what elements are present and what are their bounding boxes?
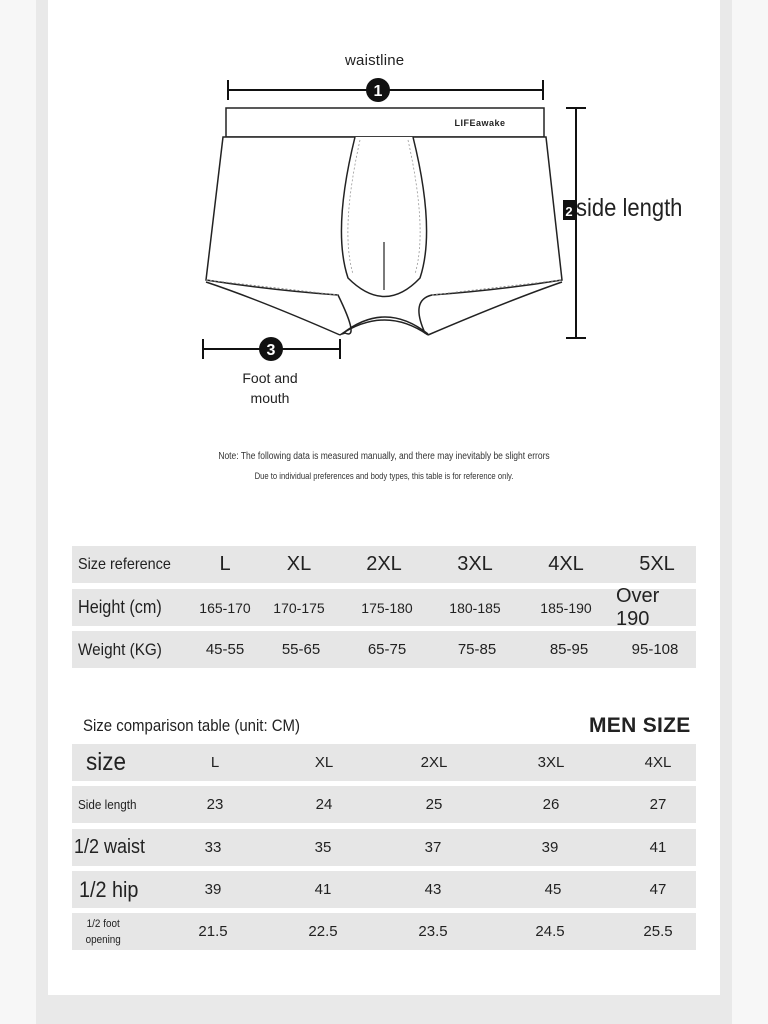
size-2xl: 2XL — [366, 553, 402, 575]
marker-2-number: 2 — [565, 204, 573, 219]
side-length-row-label: Side length — [78, 797, 137, 812]
height-value: 175-180 — [361, 599, 413, 616]
half-foot-opening-label-line2: opening — [85, 933, 121, 946]
half-waist-value: 37 — [424, 839, 442, 856]
marker-3-number: 3 — [266, 342, 276, 359]
half-waist-value: 39 — [541, 839, 559, 856]
size-reference-table — [72, 546, 696, 668]
size-l: L — [210, 754, 220, 771]
half-waist-label: 1/2 waist — [74, 836, 146, 858]
height-value: 170-175 — [273, 599, 325, 616]
table-row — [72, 584, 696, 630]
comparison-table-title: Size comparison table (unit: CM) — [83, 716, 301, 735]
side-length-value: 23 — [206, 796, 224, 813]
half-hip-value: 39 — [204, 881, 222, 898]
measurement-note: Note: The following data is measured manually, and there may inevitably be slight errors — [218, 451, 550, 462]
weight-value: 95-108 — [631, 641, 679, 658]
half-hip-value: 47 — [649, 881, 667, 898]
half-hip-value: 45 — [544, 881, 562, 898]
foot-mouth-label — [230, 368, 310, 408]
table-row — [72, 829, 696, 866]
size-header-label: size — [86, 748, 127, 776]
foot-mouth-label-line2: mouth — [250, 390, 290, 406]
weight-value: 55-65 — [281, 641, 321, 658]
half-waist-value: 41 — [649, 839, 667, 856]
half-hip-value: 41 — [314, 881, 332, 898]
foot-mouth-label-line1: Foot and — [242, 370, 298, 386]
half-foot-opening-value: 23.5 — [418, 923, 448, 940]
half-foot-opening-value: 21.5 — [198, 923, 228, 940]
side-length-label: side length — [576, 194, 683, 222]
size-4xl: 4XL — [644, 754, 672, 771]
side-length-value: 25 — [425, 796, 443, 813]
reference-note: Due to individual preferences and body types, this table is for reference only. — [254, 471, 514, 481]
weight-value: 85-95 — [549, 641, 589, 658]
size-xl: XL — [314, 754, 334, 771]
table-row — [72, 871, 696, 908]
size-l: L — [219, 553, 231, 575]
marker-1-number: 1 — [373, 83, 383, 100]
height-value: Over 190 — [616, 584, 660, 630]
height-value: 180-185 — [449, 599, 501, 616]
side-length-value: 24 — [315, 796, 333, 813]
half-foot-opening-label-line1: 1/2 foot — [86, 917, 120, 930]
half-hip-value: 43 — [424, 881, 442, 898]
table-row — [72, 786, 696, 823]
size-xl: XL — [286, 553, 312, 575]
half-foot-opening-value: 22.5 — [308, 923, 338, 940]
half-foot-opening-value: 24.5 — [535, 923, 565, 940]
men-size-badge: MEN SIZE — [589, 714, 691, 737]
height-value: 165-170 — [199, 599, 251, 616]
size-4xl: 4XL — [548, 553, 584, 575]
height-label: Height (cm) — [78, 597, 162, 617]
weight-label: Weight (KG) — [78, 639, 162, 659]
size-2xl: 2XL — [420, 754, 448, 771]
weight-value: 65-75 — [367, 641, 407, 658]
table-header-row — [72, 546, 696, 583]
size-3xl: 3XL — [537, 754, 565, 771]
weight-value: 75-85 — [457, 641, 497, 658]
size-3xl: 3XL — [457, 553, 493, 575]
waistline-label: waistline — [345, 52, 405, 69]
brand-logo: LIFEawake — [454, 118, 506, 128]
side-measure-line — [566, 108, 586, 338]
table-row — [72, 913, 696, 950]
size-reference-label: Size reference — [78, 555, 171, 573]
side-length-value: 26 — [542, 796, 560, 813]
half-waist-value: 33 — [204, 839, 222, 856]
half-foot-opening-value: 25.5 — [643, 923, 673, 940]
half-foot-opening-label — [78, 913, 128, 950]
size-5xl: 5XL — [639, 553, 675, 575]
height-value: 185-190 — [540, 599, 592, 616]
weight-value: 45-55 — [205, 641, 245, 658]
side-length-value: 27 — [649, 796, 667, 813]
table-header-row — [72, 744, 696, 781]
half-hip-label: 1/2 hip — [79, 876, 139, 902]
half-waist-value: 35 — [314, 839, 332, 856]
table-row — [72, 631, 696, 668]
size-comparison-table — [72, 744, 696, 950]
underwear-diagram — [0, 0, 768, 420]
